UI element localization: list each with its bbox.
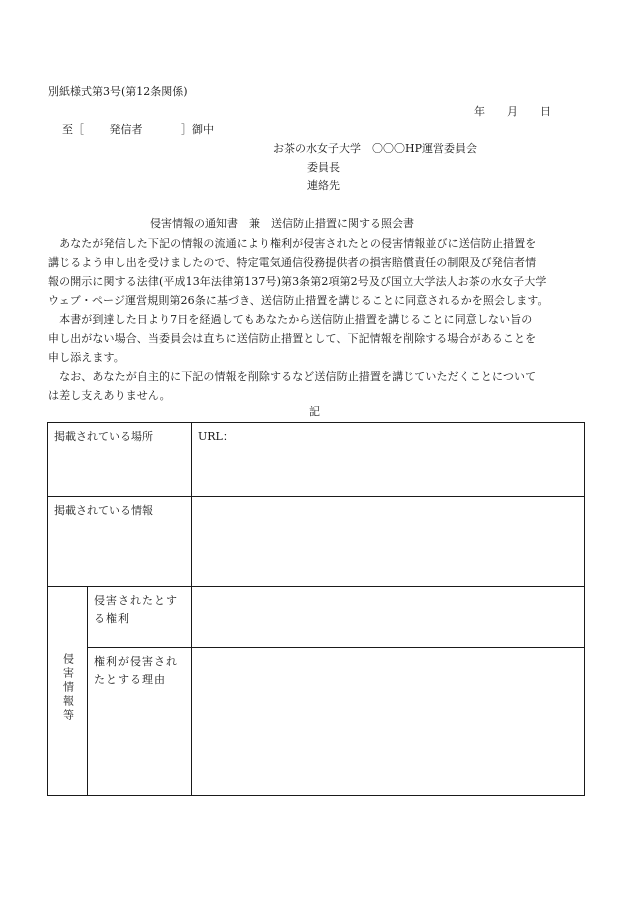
- para1-line: 講じるよう申し出を受けましたので、特定電気通信役務提供者の損害賠償責任の制限及び発信者情: [48, 256, 537, 269]
- para3-line: なお、あなたが自主的に下記の情報を削除するなど送信防止措置を講じていただくことについて: [48, 370, 537, 383]
- table-row: [48, 423, 585, 497]
- reason-label: 権利が侵害されたとする理由: [94, 655, 178, 686]
- para2-line: 本書が到達した日より7日を経過してもあなたから送信防止措置を講じることに同意しない旨の: [48, 313, 533, 326]
- info-label: 掲載されている情報: [48, 497, 192, 587]
- addressee-suffix: ］御中: [181, 123, 214, 136]
- table-row: [48, 648, 585, 796]
- para2-line: 申し出がない場合、当委員会は直ちに送信防止措置として、下記情報を削除する場合があることを: [48, 332, 537, 345]
- addressee-line: [62, 123, 214, 137]
- group-label: 侵害情報等: [61, 653, 75, 723]
- para2-line: 申し添えます。: [48, 351, 125, 364]
- addressee-prefix: 至［: [62, 123, 84, 136]
- location-value: [192, 423, 585, 497]
- table-row: [48, 497, 585, 587]
- table-row: [48, 587, 585, 648]
- body-text: [48, 234, 584, 405]
- info-value: [192, 497, 585, 587]
- right-label-cell: [88, 587, 192, 648]
- issuer-contact: 連絡先: [307, 179, 340, 192]
- form-number: 別紙様式第3号(第12条関係): [48, 85, 188, 98]
- ki-heading: 記: [309, 405, 320, 418]
- para1-line: ウェブ・ページ運営規則第26条に基づき、送信防止措置を講じることに同意されるかを照会します。: [48, 294, 549, 307]
- issuer-org: お茶の水女子大学 〇〇〇HP運営委員会: [273, 142, 477, 155]
- reason-label-cell: [88, 648, 192, 796]
- date-line: 年 月 日: [474, 105, 551, 118]
- document-title: 侵害情報の通知書 兼 送信防止措置に関する照会書: [150, 217, 414, 230]
- url-label: URL：: [198, 430, 234, 443]
- para1-line: あなたが発信した下記の情報の流通により権利が侵害されたとの侵害情報並びに送信防止措置を: [48, 237, 537, 250]
- para1-line: 報の開示に関する法律(平成13年法律第137号)第3条第2項第2号及び国立大学法人お茶の水女子大学: [48, 275, 547, 288]
- reason-value: [192, 648, 585, 796]
- location-label: 掲載されている場所: [48, 423, 192, 497]
- info-table: [47, 422, 585, 796]
- addressee-sender: 発信者: [109, 123, 143, 136]
- group-label-cell: [48, 587, 88, 796]
- para3-line: は差し支えありません。: [48, 389, 171, 402]
- right-label: 侵害されたとする権利: [94, 594, 178, 625]
- issuer-chair: 委員長: [307, 161, 340, 174]
- right-value: [192, 587, 585, 648]
